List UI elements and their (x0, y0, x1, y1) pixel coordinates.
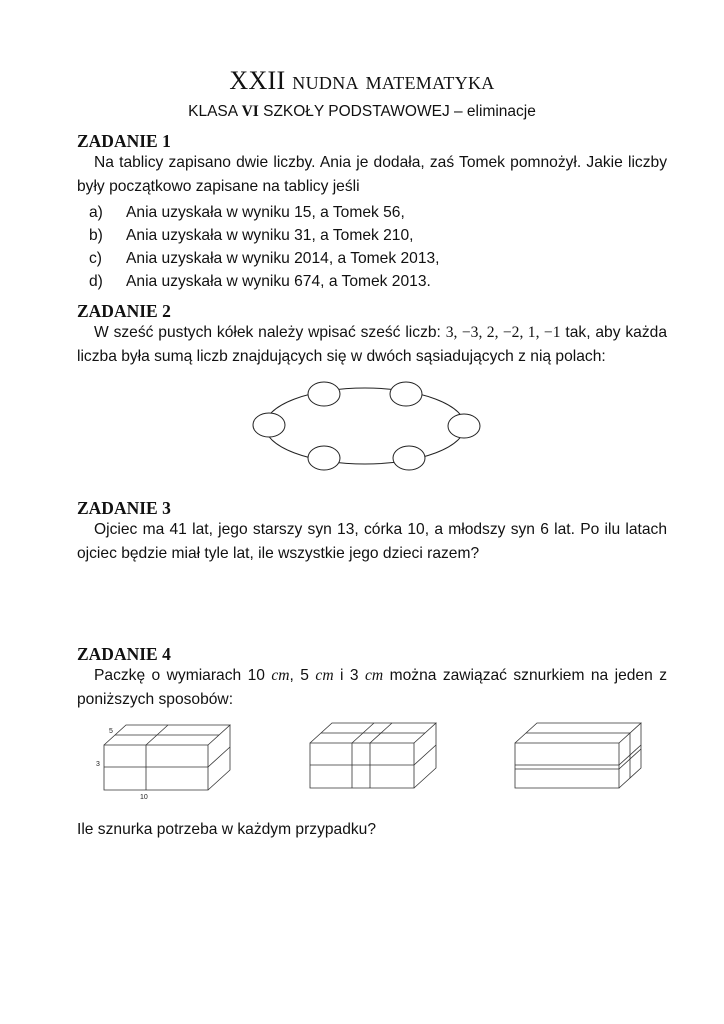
empty-circle (308, 382, 340, 406)
unit-cm: cm (271, 667, 290, 684)
dim-length: 10 (140, 794, 148, 801)
title-prefix: XXII (229, 66, 286, 95)
string (310, 745, 436, 765)
task2-text-before: W sześć pustych kółek należy wpisać sześć liczb: (94, 324, 446, 341)
list-item-text: Ania uzyskała w wyniku 31, a Tomek 210, (126, 227, 414, 244)
title-rest: nudna matematyka (292, 66, 495, 95)
task1-heading: ZADANIE 1 (77, 131, 171, 151)
subtitle-class: VI (241, 103, 259, 120)
task2-numbers: 3, −3, 2, −2, 1, −1 (445, 324, 561, 341)
task4-heading: ZADANIE 4 (77, 644, 171, 664)
list-item (89, 227, 413, 245)
list-item (89, 204, 405, 222)
list-item-text: Ania uzyskała w wyniku 674, a Tomek 2013. (126, 273, 431, 290)
empty-circle (308, 446, 340, 470)
ring-ellipse (265, 388, 465, 464)
list-item-text: Ania uzyskała w wyniku 15, a Tomek 56, (126, 204, 405, 221)
list-item (89, 273, 431, 291)
task4-text-3: i 3 (333, 667, 365, 684)
dim-depth: 5 (109, 728, 113, 735)
page-title (0, 66, 724, 96)
list-item-label: b) (89, 227, 103, 244)
task4-question (77, 818, 667, 842)
empty-circle (390, 382, 422, 406)
package-diagram-2 (300, 718, 445, 798)
list-item-label: c) (89, 250, 102, 267)
list-item (89, 250, 440, 268)
circles-diagram (240, 378, 490, 478)
task3-text (77, 518, 667, 566)
list-item-text: Ania uzyskała w wyniku 2014, a Tomek 2013, (126, 250, 440, 267)
string (515, 745, 641, 765)
dim-height: 3 (96, 761, 100, 768)
subtitle-pre: KLASA (188, 103, 242, 120)
task4-text-1: Paczkę o wymiarach 10 (94, 667, 272, 684)
package-diagram-3 (505, 718, 655, 798)
task3-heading: ZADANIE 3 (77, 498, 171, 518)
task3-text-content: Ojciec ma 41 lat, jego starszy syn 13, córka 10, a młodszy syn 6 lat. Po ilu latach ojciec będzie miał tyle lat, ile wszystkie jego dzieci razem? (77, 521, 667, 562)
page-subtitle (0, 103, 724, 121)
task4-text (77, 664, 667, 712)
list-item-label: d) (89, 273, 103, 290)
empty-circle (448, 414, 480, 438)
task1-text-content: Na tablicy zapisano dwie liczby. Ania je dodała, zaś Tomek pomnożył. Jakie liczby były początkowo zapisane na tablicy jeśli (77, 154, 667, 195)
task2-heading: ZADANIE 2 (77, 301, 171, 321)
task4-question-text: Ile sznurka potrzeba w każdym przypadku? (77, 821, 377, 838)
task2-text-after: tak, aby każda liczba była sumą liczb znajdujących się w dwóch sąsiadujących z nią polach: (77, 324, 667, 365)
subtitle-post: SZKOŁY PODSTAWOWEJ – eliminacje (258, 103, 536, 120)
task4-text-2: , 5 (289, 667, 316, 684)
string (104, 747, 230, 767)
task4-text-4: można zawiązać sznurkiem na jeden z poniższych sposobów: (77, 667, 667, 708)
empty-circle (253, 413, 285, 437)
unit-cm: cm (365, 667, 384, 684)
package-diagram-1 (90, 720, 240, 805)
box-front (515, 743, 619, 788)
box-front (310, 743, 414, 788)
unit-cm: cm (315, 667, 334, 684)
task2-text (77, 321, 667, 369)
list-item-label: a) (89, 204, 103, 221)
empty-circle (393, 446, 425, 470)
string (515, 749, 641, 769)
box-front (104, 745, 208, 790)
task1-text (77, 151, 667, 199)
